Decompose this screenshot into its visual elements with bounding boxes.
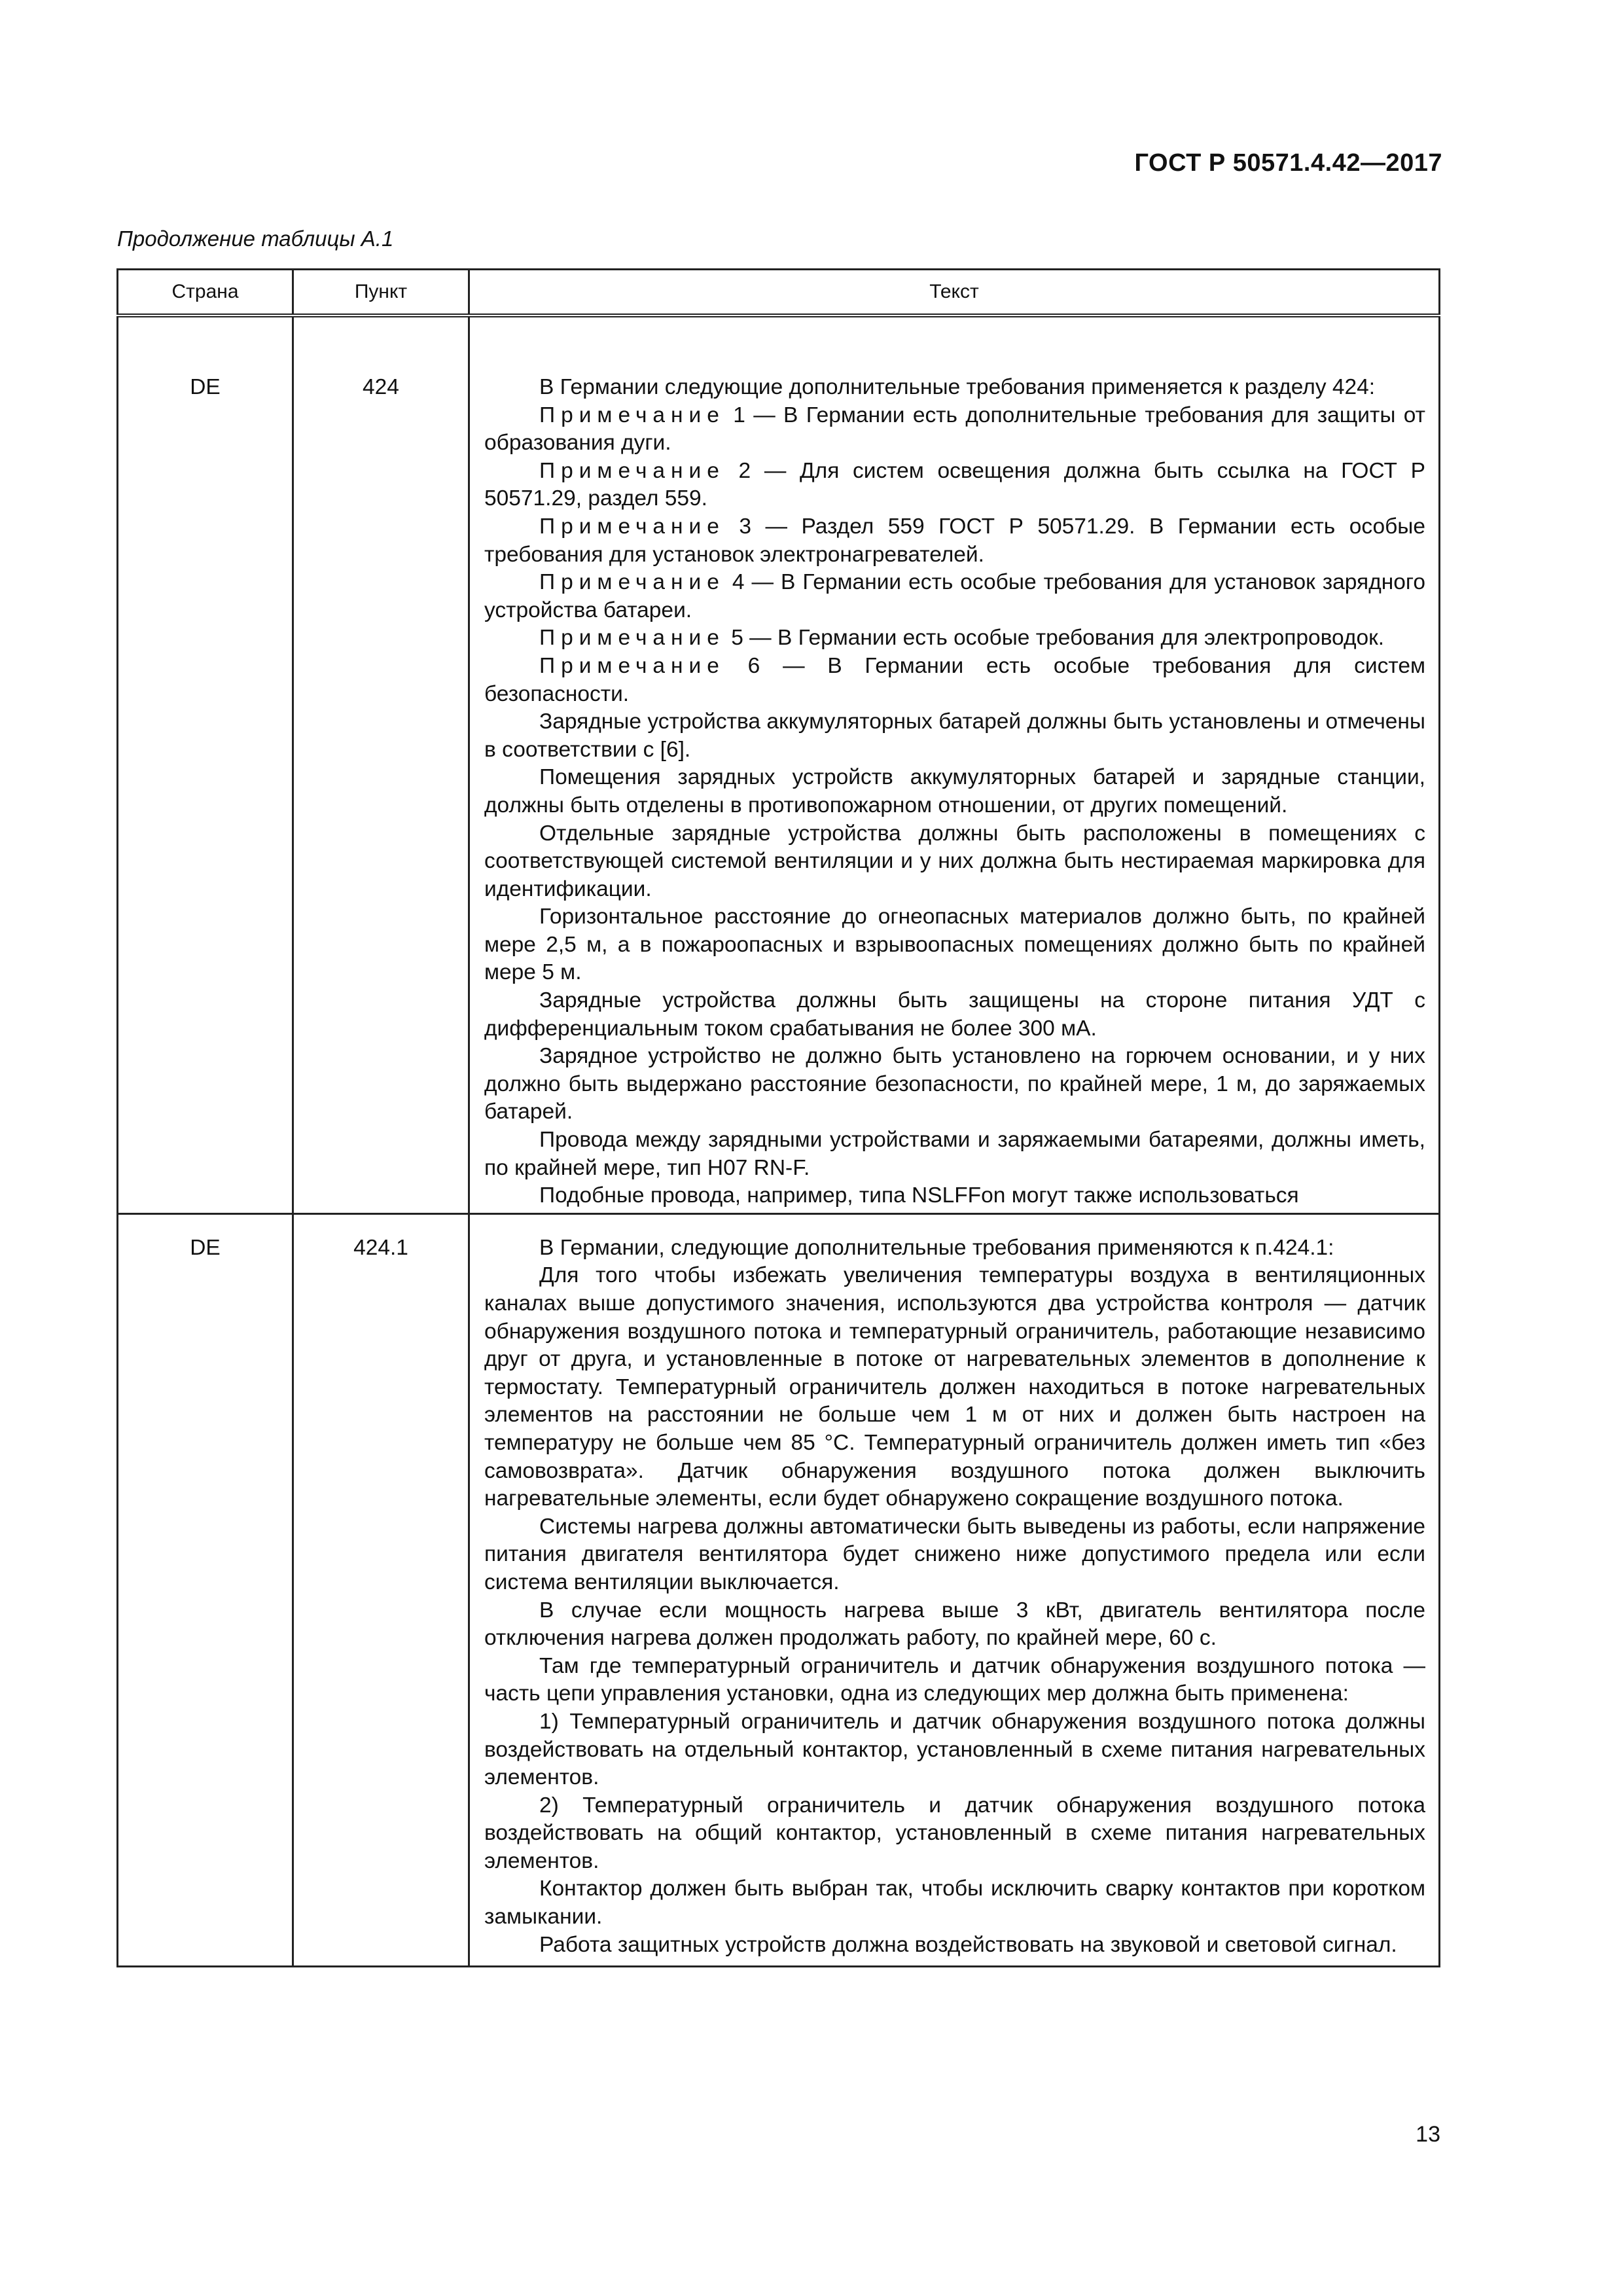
table-row <box>118 1213 1440 1966</box>
paragraph-text: Контактор должен быть выбран так, чтобы исключить сварку контактов при коротком замыкании. <box>484 1876 1425 1929</box>
text-paragraph <box>484 1234 1425 1263</box>
text-paragraph <box>484 1931 1425 1960</box>
requirements-table <box>116 268 1440 1967</box>
text-paragraph <box>484 1043 1425 1126</box>
text-paragraph <box>484 987 1425 1043</box>
text-paragraph <box>484 374 1425 402</box>
paragraph-text: В Германии, следующие дополнительные требования применяются к п.424.1: <box>539 1235 1334 1260</box>
country-cell: DE <box>118 315 293 1213</box>
paragraph-text: Горизонтальное расстояние до огнеопасных материалов должно быть, по крайней мере 2,5 м, а в пожароопасных и взрывоопасных помещениях должно быть по крайней мере 5 м. <box>484 905 1425 985</box>
paragraph-text: Подобные провода, например, типа NSLFFon могут также использоваться <box>539 1183 1299 1208</box>
text-paragraph <box>484 1792 1425 1876</box>
text-paragraph <box>484 1126 1425 1182</box>
paragraph-text: 2) Температурный ограничитель и датчик обнаружения воздушного потока воздействовать на общий контактор, установленный в схеме питания нагревательных элементов. <box>484 1793 1425 1873</box>
note-label: Примечание <box>539 570 725 595</box>
paragraph-text: Системы нагрева должны автоматически быть выведены из работы, если напряжение питания двигателя вентилятора будет снижено ниже допустимого предела или если система вентиляции выключается. <box>484 1514 1425 1594</box>
column-header-clause: Пункт <box>293 270 469 316</box>
table-header-row <box>118 270 1440 316</box>
text-paragraph <box>484 764 1425 819</box>
paragraph-text: 3 — Раздел 559 ГОСТ Р 50571.29. В Германии есть особые требования для установок электронагревателей. <box>484 514 1425 567</box>
country-cell: DE <box>118 1213 293 1966</box>
text-cell <box>469 1213 1440 1966</box>
note-label: Примечание <box>539 458 725 483</box>
clause-cell: 424.1 <box>293 1213 469 1966</box>
text-paragraph <box>484 1262 1425 1513</box>
note-paragraph <box>484 653 1425 708</box>
text-paragraph <box>484 708 1425 764</box>
note-label: Примечание <box>539 626 725 651</box>
page-number: 13 <box>1416 2122 1440 2147</box>
document-code: ГОСТ Р 50571.4.42—2017 <box>1134 149 1442 177</box>
paragraph-text: Отдельные зарядные устройства должны быть расположены в помещениях с соответствующей системой вентиляции и у них должна быть нестираемая маркировка для идентификации. <box>484 821 1425 901</box>
paragraph-text: 4 — В Германии есть особые требования для установок зарядного устройства батареи. <box>484 570 1425 622</box>
note-label: Примечание <box>539 653 725 678</box>
note-label: Примечание <box>539 514 725 539</box>
note-paragraph <box>484 513 1425 569</box>
text-paragraph <box>484 903 1425 987</box>
note-paragraph <box>484 457 1425 513</box>
paragraph-text: 1) Температурный ограничитель и датчик обнаружения воздушного потока должны воздействовать на отдельный контактор, установленный в схеме питания нагревательных элементов. <box>484 1709 1425 1790</box>
text-cell <box>469 315 1440 1213</box>
paragraph-text: В случае если мощность нагрева выше 3 кВт, двигатель вентилятора после отключения нагрева должен продолжать работу, по крайней мере, 60 с. <box>484 1598 1425 1651</box>
text-paragraph <box>484 1875 1425 1931</box>
paragraph-text: 6 — В Германии есть особые требования для систем безопасности. <box>484 653 1425 706</box>
paragraph-text: Там где температурный ограничитель и датчик обнаружения воздушного потока — часть цепи управления установки, одна из следующих мер должна быть применена: <box>484 1653 1425 1706</box>
paragraph-text: Зарядные устройства должны быть защищены на стороне питания УДТ с дифференциальным током срабатывания не более 300 мА. <box>484 988 1425 1041</box>
text-paragraph <box>484 1597 1425 1653</box>
paragraph-text: В Германии следующие дополнительные требования применяется к разделу 424: <box>539 375 1376 399</box>
paragraph-text: Работа защитных устройств должна воздействовать на звуковой и световой сигнал. <box>539 1932 1397 1957</box>
paragraph-text: Зарядные устройства аккумуляторных батарей должны быть установлены и отмечены в соответствии с [6]. <box>484 709 1425 762</box>
note-paragraph <box>484 569 1425 624</box>
text-paragraph <box>484 1653 1425 1708</box>
note-paragraph <box>484 402 1425 457</box>
paragraph-text: Зарядное устройство не должно быть установлено на горючем основании, и у них должно быть выдержано расстояние безопасности, по крайней мере, 1 м, до заряжаемых батарей. <box>484 1044 1425 1124</box>
text-paragraph <box>484 820 1425 904</box>
paragraph-text: Провода между зарядными устройствами и заряжаемыми батареями, должны иметь, по крайней мере, тип Н07 RN-F. <box>484 1128 1425 1180</box>
clause-cell: 424 <box>293 315 469 1213</box>
text-paragraph <box>484 1708 1425 1792</box>
text-paragraph <box>484 1513 1425 1597</box>
column-header-country: Страна <box>118 270 293 316</box>
paragraph-text: 2 — Для систем освещения должна быть ссылка на ГОСТ Р 50571.29, раздел 559. <box>484 458 1425 511</box>
note-label: Примечание <box>539 403 725 427</box>
note-paragraph <box>484 624 1425 653</box>
paragraph-text: 5 — В Германии есть особые требования для электропроводок. <box>724 626 1385 651</box>
table-caption: Продолжение таблицы А.1 <box>117 226 394 251</box>
paragraph-text: Для того чтобы избежать увеличения температуры воздуха в вентиляционных каналах выше допустимого значения, используются два устройства контроля — датчик обнаружения воздушного потока и температурный ограничитель, работающие независимо друг от друга, и установленные в потоке от нагревательных элементов в дополнение к термостату. Температурный ограничитель должен находиться в потоке нагревательных элементов на расстоянии не больше чем 1 м от них и должен быть настроен на температуру не больше чем 85 °С. Температурный ограничитель должен иметь тип «без самовозврата». Датчик обнаружения воздушного потока должен выключить нагревательные элементы, если будет обнаружено сокращение воздушного потока. <box>484 1263 1425 1511</box>
paragraph-text: Помещения зарядных устройств аккумуляторных батарей и зарядные станции, должны быть отделены в противопожарном отношении, от других помещений. <box>484 765 1425 817</box>
table-row <box>118 315 1440 1213</box>
paragraph-text: 1 — В Германии есть дополнительные требования для защиты от образования дуги. <box>484 403 1425 456</box>
column-header-text: Текст <box>469 270 1440 316</box>
text-paragraph <box>484 1182 1425 1210</box>
